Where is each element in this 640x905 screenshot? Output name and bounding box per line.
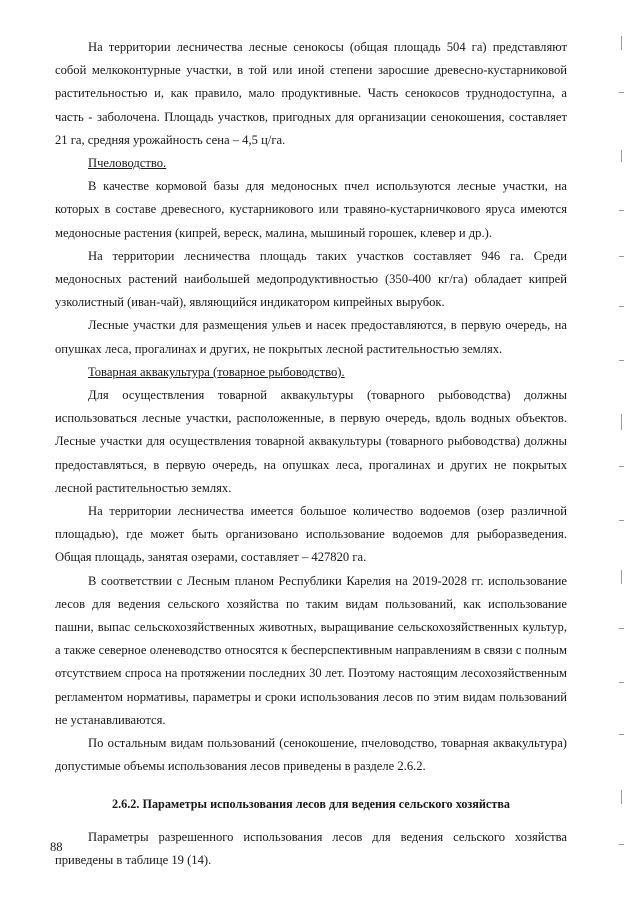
paragraph-forage-base: В качестве кормовой базы для медоносных пчел используются лесные участки, на которых в составе древесного, кустарникового или травяно-кустарничкового яруса имеются медоносные растения (кипрей, вереск, малина, мышиный горошек, клевер и др.). [55, 179, 567, 240]
scan-mark [619, 734, 624, 735]
scan-mark [619, 520, 624, 521]
scan-mark [619, 210, 624, 211]
paragraph-other-uses: По остальным видам пользований (сенокошение, пчеловодство, товарная аквакультура) допустимые объемы использования лесов приведены в разделе 2.6.2. [55, 736, 567, 774]
scan-mark [621, 414, 622, 430]
document-body [55, 36, 567, 872]
scan-mark [619, 682, 624, 683]
paragraph-aquaculture-plots: Для осуществления товарной аквакультуры (товарного рыбоводства) должны использоваться лесные участки, расположенные, в первую очередь, вдоль водных объектов. Лесные участки для осуществления товарной аквакультуры (товарного рыбоводства) должны предоставляться, в первую очередь, на опушках леса, прогалинах и других не покрытых лесной растительностью землях. [55, 388, 567, 495]
heading-aquaculture [55, 361, 567, 384]
heading-beekeeping [55, 152, 567, 175]
scan-mark [619, 306, 624, 307]
paragraph-parameters: Параметры разрешенного использования лесов для ведения сельского хозяйства приведены в таблице 19 (14). [55, 829, 567, 867]
scan-mark [619, 256, 624, 257]
section-heading-2-6-2: 2.6.2. Параметры использования лесов для ведения сельского хозяйства [112, 796, 510, 811]
scan-mark [621, 790, 622, 804]
page-number: 88 [50, 840, 63, 854]
scan-mark [619, 466, 624, 467]
paragraph-water-bodies: На территории лесничества имеется большое количество водоемов (озер различной площадью), где может быть организовано использование водоемов для рыборазведения. Общая площадь, занятая озерами, составляет – 427820 га. [55, 504, 567, 565]
scan-edge-marks [618, 30, 628, 880]
scan-mark [619, 92, 624, 93]
heading-beekeeping-text: Пчеловодство. [88, 156, 167, 171]
scan-mark [619, 628, 624, 629]
scan-mark [621, 570, 622, 584]
paragraph-forest-plan: В соответствии с Лесным планом Республики Карелия на 2019-2028 гг. использование лесов для ведения сельского хозяйства по таким видам пользований, как использование пашни, выпас сельскохозяйственных животных, выращивание сельскохозяйственных культур, а также северное оленеводство относятся к бесперспективным направлениям в связи с полным отсутствием спроса на протяжении последних 30 лет. Поэтому настоящим лесохозяйственным регламентом нормативы, параметры и сроки использования лесов по этим видам пользований не устанавливаются. [55, 573, 567, 727]
scan-mark [619, 360, 624, 361]
heading-aquaculture-text: Товарная аквакультура (товарное рыбоводство). [88, 364, 345, 379]
scan-mark [621, 150, 622, 162]
paragraph-hayfields: На территории лесничества лесные сенокосы (общая площадь 504 га) представляют собой мелкоконтурные участки, в той или иной степени заросшие древесно-кустарниковой растительностью и, как правило, мало продуктивные. Часть сенокосов труднодоступна, а часть - заболочена. Площадь участков, пригодных для организации сенокошения, составляет 21 га, средняя урожайность сена – 4,5 ц/га. [55, 40, 567, 147]
paragraph-honey-area: На территории лесничества площадь таких участков составляет 946 га. Среди медоносных растений наибольшей медопродуктивностью (350-400 кг/га) обладает кипрей узколистный (иван-чай), являющийся индикатором кипрейных вырубок. [55, 248, 567, 310]
scan-mark [621, 36, 622, 50]
scan-mark [619, 844, 624, 845]
paragraph-hive-placement: Лесные участки для размещения ульев и насек предоставляются, в первую очередь, на опушках леса, прогалинах и других, не покрытых лесной растительностью землях. [55, 318, 567, 356]
